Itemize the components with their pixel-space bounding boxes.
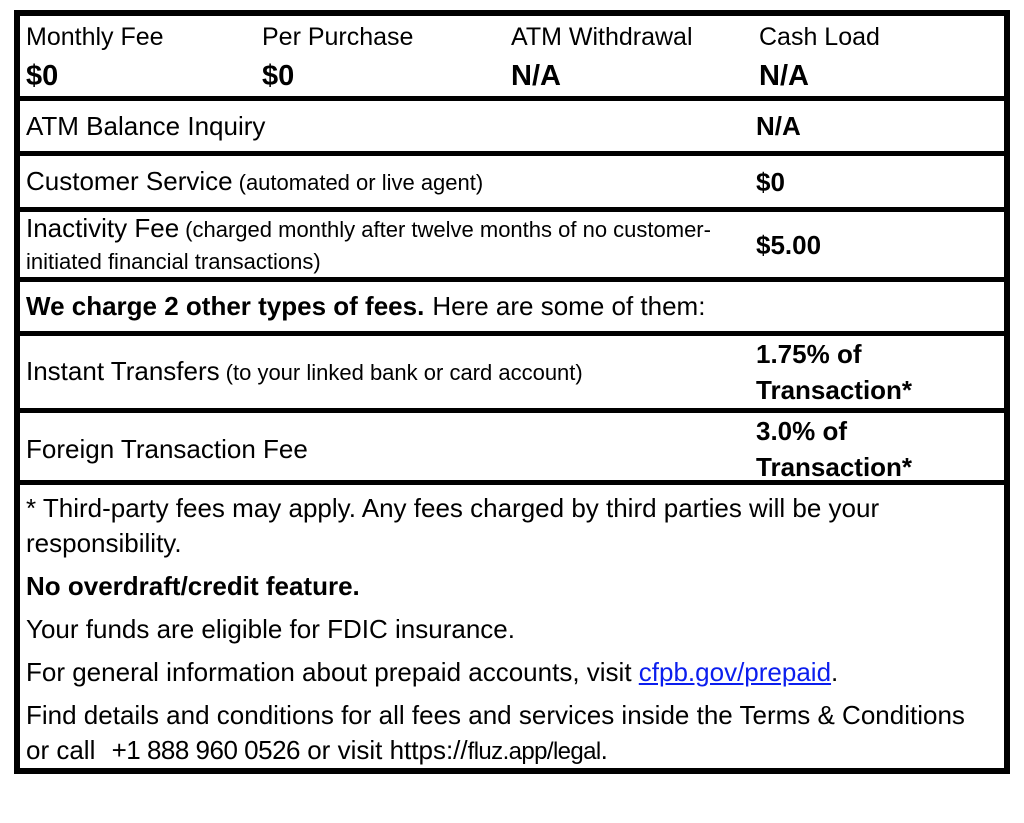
atm-balance-inquiry-label-text: ATM Balance Inquiry	[26, 111, 266, 141]
row-other-fees-banner	[20, 277, 1004, 331]
atm-balance-inquiry-label	[26, 111, 756, 141]
foreign-transaction-fee-label	[26, 434, 756, 464]
fdic-note: Your funds are eligible for FDIC insurance.	[26, 614, 515, 644]
header-cell-per-purchase	[262, 19, 511, 96]
monthly-fee-value: $0	[26, 60, 59, 92]
instant-transfers-label-text: Instant Transfers	[26, 356, 220, 386]
legal-url-scheme: https://	[389, 735, 468, 765]
atm-withdrawal-label: ATM Withdrawal	[511, 23, 693, 51]
row-instant-transfers	[20, 331, 1004, 408]
row-atm-balance-inquiry	[20, 96, 1004, 151]
instant-transfers-value: 1.75% of Transaction*	[756, 339, 913, 405]
inactivity-fee-note: (charged monthly after twelve months of no customer-initiated financial transactions)	[26, 216, 711, 274]
instant-transfers-label	[26, 356, 756, 388]
atm-balance-inquiry-value: N/A	[756, 111, 801, 141]
legal-url-domain: fluz.app/legal	[467, 738, 601, 765]
foreign-transaction-fee-value: 3.0% of Transaction*	[756, 416, 913, 480]
row-inactivity-fee	[20, 207, 1004, 277]
customer-service-value: $0	[756, 166, 785, 197]
support-phone-number: +1 888 960 0526	[111, 735, 300, 765]
per-purchase-value: $0	[262, 60, 295, 92]
cash-load-value: N/A	[759, 60, 809, 92]
inactivity-fee-label-text: Inactivity Fee	[26, 212, 180, 243]
header-cell-atm-withdrawal	[511, 19, 759, 96]
row-customer-service	[20, 151, 1004, 207]
cfpb-note-prefix: For general information about prepaid accounts, visit	[26, 657, 639, 687]
no-overdraft-note: No overdraft/credit feature.	[26, 571, 360, 601]
per-purchase-label: Per Purchase	[262, 23, 414, 51]
terms-note-suffix: .	[600, 735, 608, 765]
other-fees-bold-text: We charge 2 other types of fees.	[26, 291, 425, 321]
customer-service-note: (automated or live agent)	[238, 169, 484, 195]
header-cell-monthly-fee	[26, 19, 262, 96]
row-foreign-transaction-fee	[20, 408, 1004, 480]
cash-load-label: Cash Load	[759, 23, 880, 51]
inactivity-fee-label	[26, 213, 756, 277]
cfpb-link[interactable]: cfpb.gov/prepaid	[638, 657, 832, 687]
monthly-fee-label: Monthly Fee	[26, 23, 164, 51]
other-fees-rest-text: Here are some of them:	[432, 291, 706, 321]
cfpb-note-suffix: .	[831, 657, 839, 687]
terms-note	[26, 698, 994, 768]
inactivity-fee-value: $5.00	[756, 229, 822, 260]
cfpb-note	[26, 655, 994, 690]
atm-withdrawal-value: N/A	[511, 60, 561, 92]
instant-transfers-note: (to your linked bank or card account)	[225, 360, 583, 385]
customer-service-label-text: Customer Service	[26, 165, 233, 196]
footer-disclosures	[20, 480, 1004, 768]
terms-note-mid: or visit	[300, 735, 390, 765]
terms-note-prefix: Find details and conditions for all fees and services inside the Terms & Conditions or call	[26, 700, 965, 765]
third-party-note: * Third-party fees may apply. Any fees charged by third parties will be your responsibility.	[26, 493, 880, 558]
header-cell-cash-load	[759, 19, 996, 96]
customer-service-label	[26, 166, 756, 198]
header-row	[20, 16, 1004, 96]
foreign-transaction-fee-label-text: Foreign Transaction Fee	[26, 434, 308, 464]
fee-disclosure-table	[14, 10, 1010, 774]
